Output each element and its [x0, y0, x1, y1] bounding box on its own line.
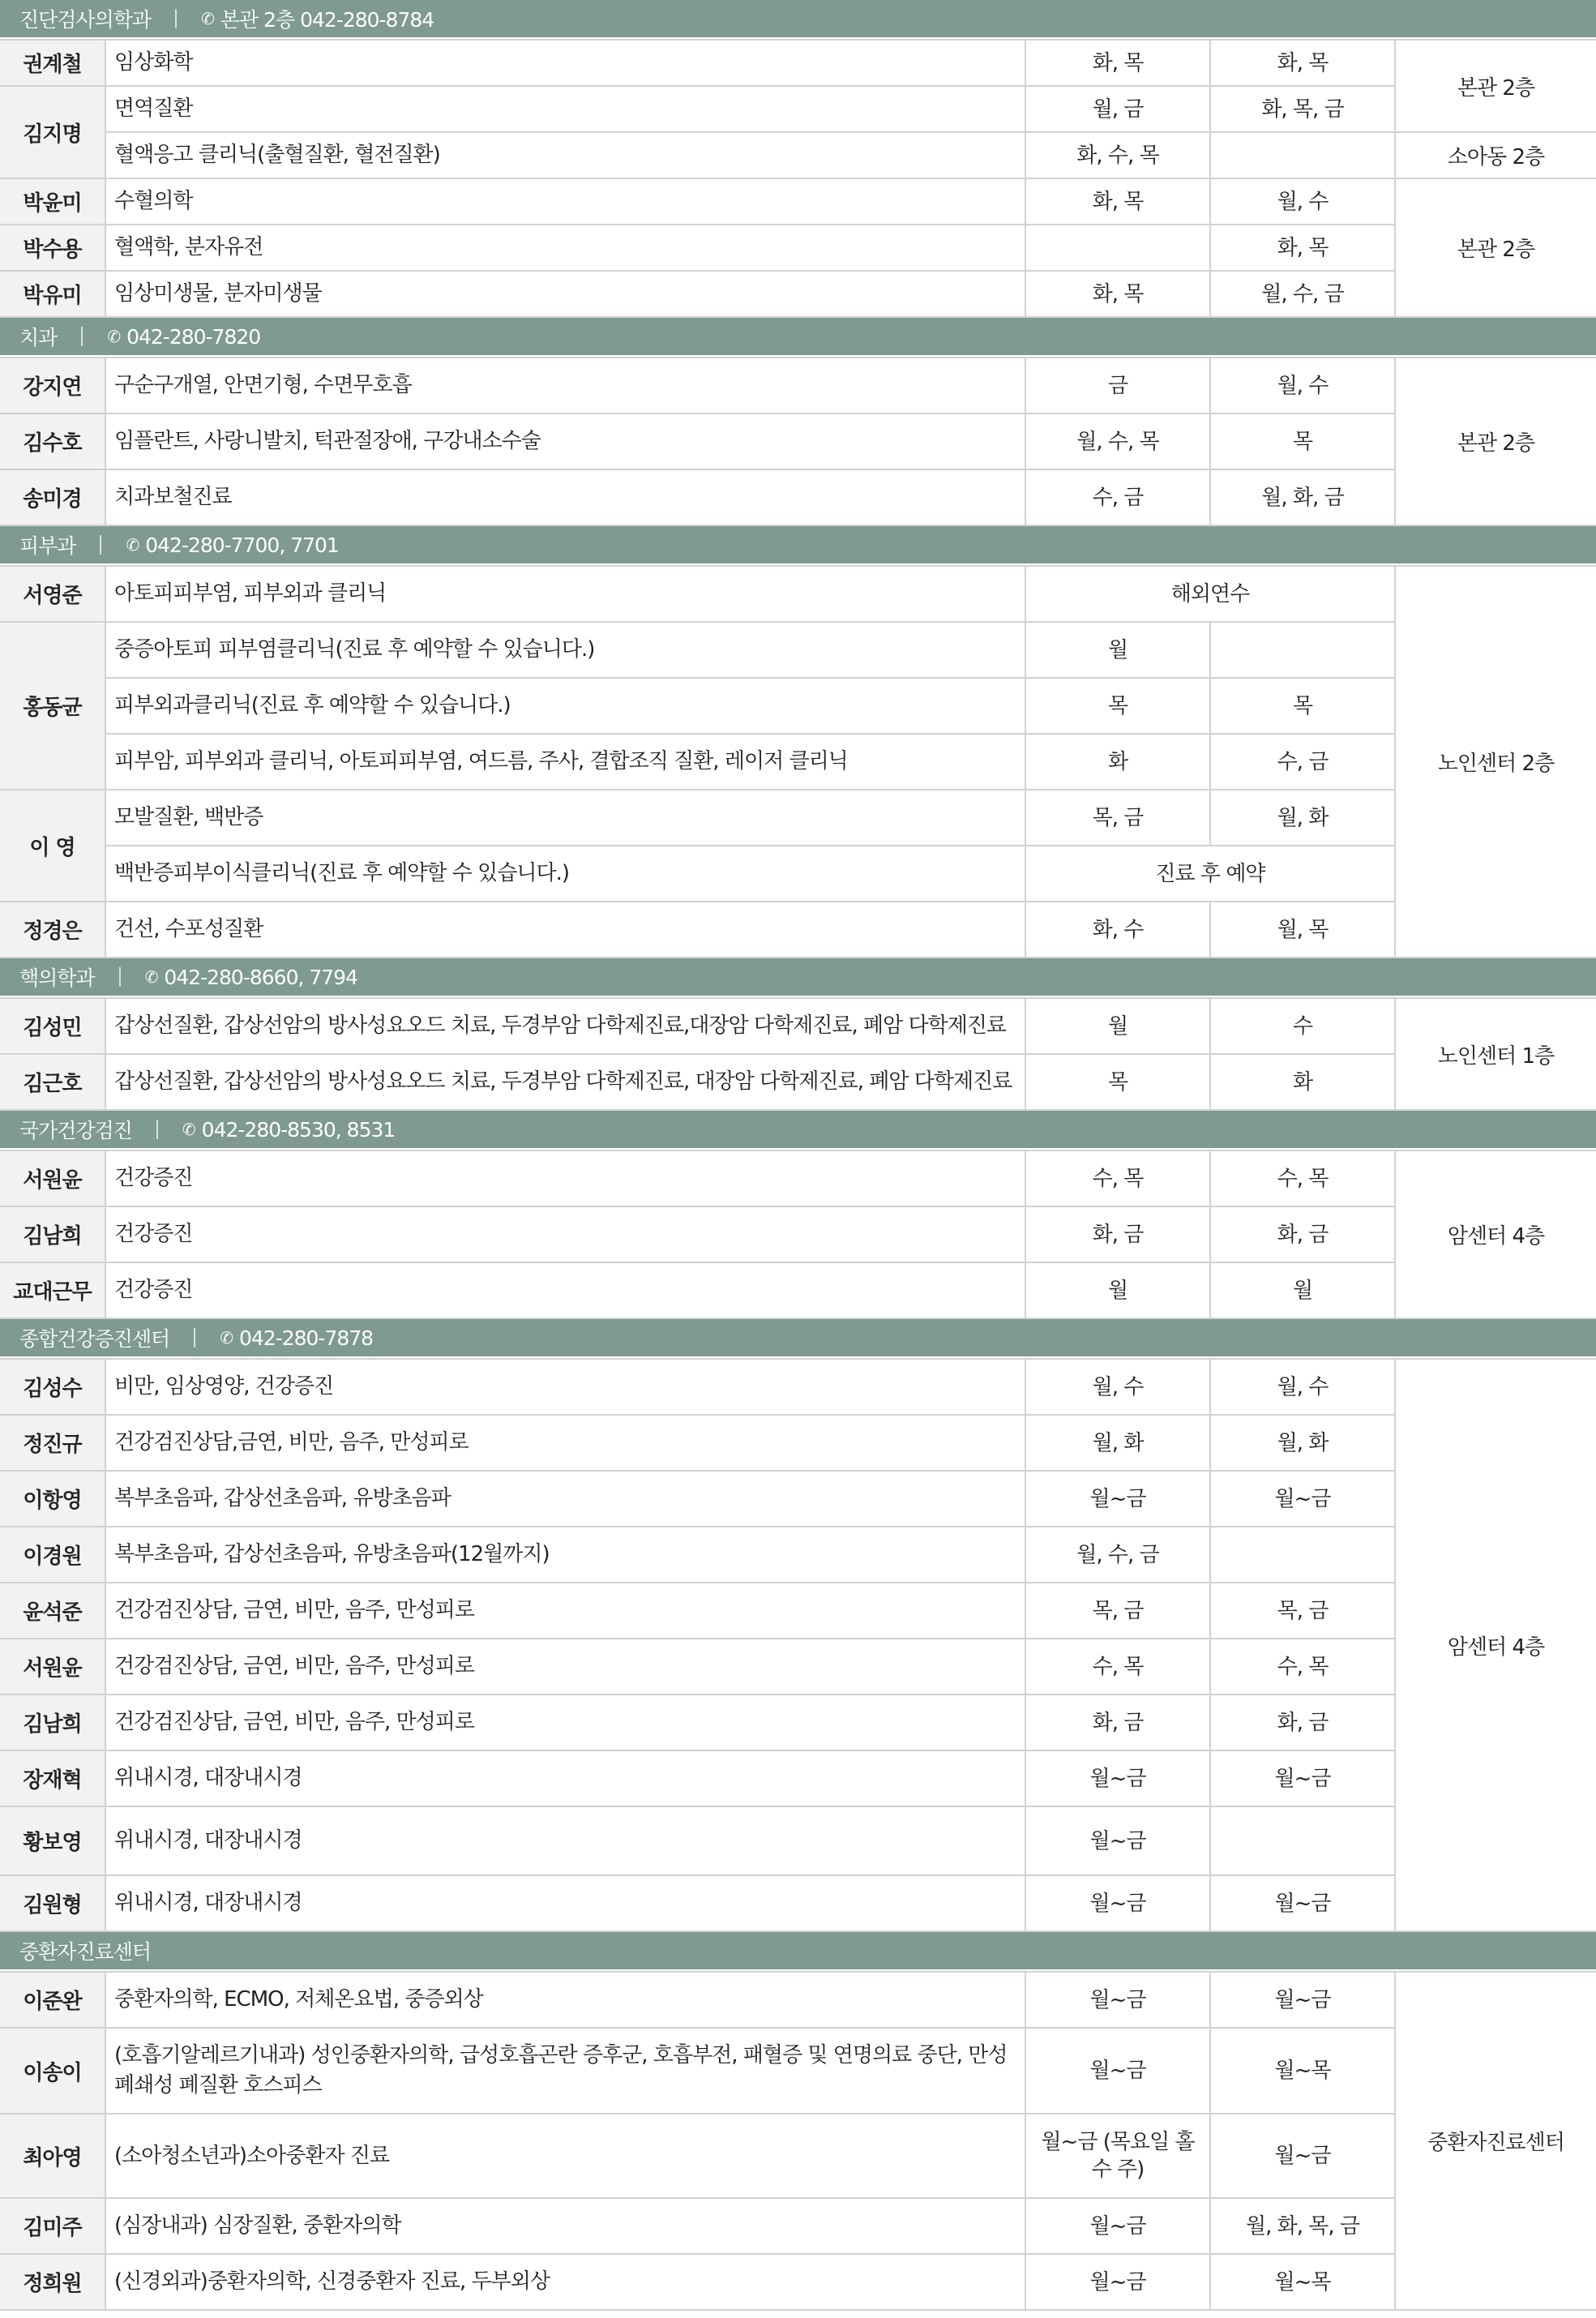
schedule-morning: 화, 수, 목: [1025, 132, 1210, 178]
schedule-morning: 월, 금: [1025, 86, 1210, 132]
schedule-morning: 금: [1025, 358, 1210, 413]
table-row: [0, 790, 1596, 846]
specialty: 임상화학: [105, 40, 1025, 86]
doctor-name: 김수호: [0, 413, 105, 469]
specialty: (소아청소년과)소아중환자 진료: [105, 2114, 1025, 2198]
schedule-afternoon: 월~금: [1210, 1875, 1395, 1931]
schedule-morning: 수, 금: [1025, 469, 1210, 525]
specialty: 건선, 수포성질환: [105, 902, 1025, 958]
schedule-morning: 월, 수, 목: [1025, 413, 1210, 469]
schedule-afternoon: 월, 화, 목, 금: [1210, 2198, 1395, 2254]
schedule-afternoon: 월, 수, 금: [1210, 271, 1395, 317]
doctor-name: 서원윤: [0, 1639, 105, 1695]
schedule-afternoon: 월, 화: [1210, 790, 1395, 846]
table-row: [0, 1972, 1596, 2028]
table-row: [0, 1206, 1596, 1262]
phone-icon: ✆: [144, 967, 158, 987]
schedule-afternoon: 월~금: [1210, 2114, 1395, 2198]
specialty: 건강증진: [105, 1206, 1025, 1262]
phone-icon: ✆: [220, 1328, 233, 1348]
doctor-name: 정희원: [0, 2254, 105, 2310]
doctor-name: 김남희: [0, 1695, 105, 1750]
doctor-name: 송미경: [0, 469, 105, 525]
specialty: 갑상선질환, 갑상선암의 방사성요오드 치료, 두경부암 다학제진료, 대장암 다학제진료, 폐암 다학제진료: [105, 1054, 1025, 1110]
doctor-name: 김성수: [0, 1359, 105, 1415]
doctor-name: 이준완: [0, 1972, 105, 2028]
specialty: 치과보철진료: [105, 469, 1025, 525]
schedule-morning: 월, 수: [1025, 1359, 1210, 1415]
schedule-morning: 목, 금: [1025, 790, 1210, 846]
specialty: 갑상선질환, 갑상선암의 방사성요오드 치료, 두경부암 다학제진료,대장암 다학제진료, 폐암 다학제진료: [105, 998, 1025, 1054]
clinic-location: 노인센터 2층: [1395, 566, 1596, 958]
specialty: 복부초음파, 갑상선초음파, 유방초음파: [105, 1471, 1025, 1527]
doctor-table: [0, 39, 1596, 318]
table-row: [0, 734, 1596, 790]
schedule-afternoon: 수: [1210, 998, 1395, 1054]
specialty: 건강검진상담, 금연, 비만, 음주, 만성피로: [105, 1639, 1025, 1695]
schedule-morning: 월~금: [1025, 1806, 1210, 1875]
phone-icon: ✆: [182, 1120, 195, 1139]
doctor-name: 서원윤: [0, 1150, 105, 1206]
header-divider: [100, 535, 101, 555]
schedule-afternoon: 월, 화, 금: [1210, 469, 1395, 525]
table-row: [0, 1415, 1596, 1471]
doctor-name: 서영준: [0, 566, 105, 622]
clinic-location: 중환자진료센터: [1395, 1972, 1596, 2310]
department-name: 피부과: [19, 534, 76, 558]
table-row: [0, 469, 1596, 525]
schedule-morning: 화: [1025, 734, 1210, 790]
schedule-afternoon: 화, 목: [1210, 225, 1395, 271]
clinic-location: 소아동 2층: [1395, 132, 1596, 178]
doctor-name: 김지명: [0, 86, 105, 178]
schedule-afternoon: [1210, 132, 1395, 178]
table-row: [0, 358, 1596, 413]
department-header: [0, 1319, 1596, 1358]
schedule-morning: 화, 수: [1025, 902, 1210, 958]
specialty: 임상미생물, 분자미생물: [105, 271, 1025, 317]
table-row: [0, 1583, 1596, 1639]
doctor-name: 박유미: [0, 271, 105, 317]
specialty: 위내시경, 대장내시경: [105, 1750, 1025, 1806]
schedule-afternoon: 화, 목: [1210, 40, 1395, 86]
schedule-morning: 월: [1025, 622, 1210, 678]
schedule-afternoon: 월~금: [1210, 1972, 1395, 2028]
specialty: (신경외과)중환자의학, 신경중환자 진료, 두부외상: [105, 2254, 1025, 2310]
schedule-morning: 월, 화: [1025, 1415, 1210, 1471]
schedule-morning: 화, 목: [1025, 40, 1210, 86]
table-row: [0, 1262, 1596, 1318]
specialty: 건강검진상담, 금연, 비만, 음주, 만성피로: [105, 1583, 1025, 1639]
doctor-name: 정경은: [0, 902, 105, 958]
department-contact: 042-280-7820: [126, 324, 261, 349]
schedule-morning: 월~금: [1025, 2028, 1210, 2114]
specialty: 혈액응고 클리닉(출혈질환, 혈전질환): [105, 132, 1025, 178]
schedule-afternoon: [1210, 1527, 1395, 1583]
doctor-name: 이송이: [0, 2028, 105, 2114]
doctor-name: 황보영: [0, 1806, 105, 1875]
department-name: 치과: [19, 326, 58, 349]
department-name: 중환자진료센터: [19, 1940, 152, 1964]
schedule-afternoon: 화, 금: [1210, 1206, 1395, 1262]
specialty: 아토피피부염, 피부외과 클리닉: [105, 566, 1025, 622]
department-name: 국가건강검진: [19, 1119, 132, 1142]
department-name: 종합건강증진센터: [19, 1327, 170, 1351]
specialty: 혈액학, 분자유전: [105, 225, 1025, 271]
header-divider: [194, 1328, 195, 1348]
clinic-location: 암센터 4층: [1395, 1359, 1596, 1931]
schedule-morning: 월~금 (목요일 홀수 주): [1025, 2114, 1210, 2198]
schedule-morning: 화, 목: [1025, 271, 1210, 317]
phone-icon: ✆: [201, 9, 214, 28]
schedule-morning: 월~금: [1025, 2254, 1210, 2310]
table-row: [0, 1750, 1596, 1806]
table-row: [0, 1806, 1596, 1875]
table-row: [0, 998, 1596, 1054]
schedule-morning: 월~금: [1025, 1972, 1210, 2028]
phone-icon: ✆: [107, 327, 121, 346]
clinic-location: 본관 2층: [1395, 358, 1596, 525]
table-row: [0, 1527, 1596, 1583]
doctor-name: 이항영: [0, 1471, 105, 1527]
doctor-table: [0, 1358, 1596, 1932]
doctor-table: [0, 1150, 1596, 1319]
schedule-afternoon: 월, 수: [1210, 178, 1395, 225]
schedule-morning: 월~금: [1025, 2198, 1210, 2254]
schedule-morning: 수, 목: [1025, 1150, 1210, 1206]
clinic-location: 암센터 4층: [1395, 1150, 1596, 1318]
table-row: [0, 2028, 1596, 2114]
schedule-afternoon: 화, 금: [1210, 1695, 1395, 1750]
specialty: 피부외과클리닉(진료 후 예약할 수 있습니다.): [105, 678, 1025, 734]
doctor-name: 교대근무: [0, 1262, 105, 1318]
specialty: 중증아토피 피부염클리닉(진료 후 예약할 수 있습니다.): [105, 622, 1025, 678]
department-header: [0, 318, 1596, 357]
schedule-afternoon: 월~목: [1210, 2028, 1395, 2114]
doctor-name: 김남희: [0, 1206, 105, 1262]
doctor-name: 이 영: [0, 790, 105, 902]
clinic-location: 본관 2층: [1395, 178, 1596, 317]
schedule-morning: 월: [1025, 1262, 1210, 1318]
schedule-note: 진료 후 예약: [1025, 846, 1395, 902]
schedule-morning: 화, 금: [1025, 1695, 1210, 1750]
schedule-morning: [1025, 225, 1210, 271]
table-row: [0, 271, 1596, 317]
doctor-name: 박윤미: [0, 178, 105, 225]
table-row: [0, 86, 1596, 132]
phone-icon: ✆: [126, 535, 139, 555]
table-row: [0, 1054, 1596, 1110]
schedule-morning: 월~금: [1025, 1471, 1210, 1527]
specialty: 피부암, 피부외과 클리닉, 아토피피부염, 여드름, 주사, 결합조직 질환, 레이저 클리닉: [105, 734, 1025, 790]
schedule-afternoon: 월~목: [1210, 2254, 1395, 2310]
specialty: 백반증피부이식클리닉(진료 후 예약할 수 있습니다.): [105, 846, 1025, 902]
schedule-afternoon: [1210, 1806, 1395, 1875]
table-row: [0, 2254, 1596, 2310]
schedule-afternoon: 월~금: [1210, 1471, 1395, 1527]
header-divider: [119, 967, 121, 987]
doctor-name: 장재혁: [0, 1750, 105, 1806]
doctor-name: 김근호: [0, 1054, 105, 1110]
schedule-afternoon: 월, 수: [1210, 1359, 1395, 1415]
doctor-name: 최아영: [0, 2114, 105, 2198]
clinic-location: 노인센터 1층: [1395, 998, 1596, 1110]
schedule-afternoon: 월, 수: [1210, 358, 1395, 413]
doctor-name: 박수용: [0, 225, 105, 271]
table-row: [0, 225, 1596, 271]
table-row: [0, 622, 1596, 678]
schedule-afternoon: 수, 목: [1210, 1639, 1395, 1695]
specialty: 비만, 임상영양, 건강증진: [105, 1359, 1025, 1415]
schedule-afternoon: 목: [1210, 678, 1395, 734]
schedule-morning: 수, 목: [1025, 1639, 1210, 1695]
specialty: 중환자의학, ECMO, 저체온요법, 중증외상: [105, 1972, 1025, 2028]
department-contact: 본관 2층 042-280-8784: [220, 8, 434, 32]
schedule-afternoon: 월~금: [1210, 1750, 1395, 1806]
specialty: 위내시경, 대장내시경: [105, 1875, 1025, 1931]
header-divider: [81, 327, 83, 346]
schedule-morning: 월: [1025, 998, 1210, 1054]
specialty: 건강증진: [105, 1150, 1025, 1206]
table-row: [0, 566, 1596, 622]
department-name: 핵의학과: [19, 966, 95, 990]
table-row: [0, 1471, 1596, 1527]
table-row: [0, 1359, 1596, 1415]
department-header: [0, 1932, 1596, 1971]
specialty: 구순구개열, 안면기형, 수면무호흡: [105, 358, 1025, 413]
schedule-morning: 월, 수, 금: [1025, 1527, 1210, 1583]
doctor-name: 홍동균: [0, 622, 105, 790]
table-row: [0, 1639, 1596, 1695]
specialty: 복부초음파, 갑상선초음파, 유방초음파(12월까지): [105, 1527, 1025, 1583]
doctor-table: [0, 357, 1596, 526]
doctor-name: 윤석준: [0, 1583, 105, 1639]
department-header: [0, 1111, 1596, 1150]
table-row: [0, 1695, 1596, 1750]
schedule-morning: 월~금: [1025, 1750, 1210, 1806]
table-row: [0, 413, 1596, 469]
table-row: [0, 1150, 1596, 1206]
table-row: [0, 2198, 1596, 2254]
header-divider: [156, 1120, 158, 1139]
department-contact: 042-280-8530, 8531: [201, 1117, 396, 1142]
specialty: (호흡기알레르기내과) 성인중환자의학, 급성호흡곤란 증후군, 호흡부전, 패혈증 및 연명의료 중단, 만성 폐쇄성 폐질환 호스피스: [105, 2028, 1025, 2114]
specialty: 임플란트, 사랑니발치, 턱관절장애, 구강내소수술: [105, 413, 1025, 469]
header-divider: [175, 9, 177, 28]
table-row: [0, 40, 1596, 86]
schedule-afternoon: 목, 금: [1210, 1583, 1395, 1639]
department-name: 진단검사의학과: [19, 8, 152, 32]
department-contact: 042-280-7878: [238, 1326, 374, 1350]
table-row: [0, 678, 1596, 734]
schedule-morning: 월~금: [1025, 1875, 1210, 1931]
specialty: 건강검진상담,금연, 비만, 음주, 만성피로: [105, 1415, 1025, 1471]
schedule-morning: 목, 금: [1025, 1583, 1210, 1639]
schedule-morning: 화, 금: [1025, 1206, 1210, 1262]
doctor-table: [0, 997, 1596, 1111]
department-header: [0, 526, 1596, 565]
table-row: [0, 902, 1596, 958]
schedule-afternoon: 수, 금: [1210, 734, 1395, 790]
clinic-location: 본관 2층: [1395, 40, 1596, 132]
specialty: 수혈의학: [105, 178, 1025, 225]
doctor-name: 이경원: [0, 1527, 105, 1583]
department-contact: 042-280-7700, 7701: [145, 533, 339, 557]
doctor-name: 김원형: [0, 1875, 105, 1931]
schedule-morning: 목: [1025, 1054, 1210, 1110]
schedule-afternoon: 월, 화: [1210, 1415, 1395, 1471]
schedule-afternoon: 월: [1210, 1262, 1395, 1318]
schedule-afternoon: 수, 목: [1210, 1150, 1395, 1206]
schedule-note: 해외연수: [1025, 566, 1395, 622]
table-row: [0, 846, 1596, 902]
schedule-afternoon: 목: [1210, 413, 1395, 469]
schedule-morning: 목: [1025, 678, 1210, 734]
specialty: 건강증진: [105, 1262, 1025, 1318]
department-contact: 042-280-8660, 7794: [164, 965, 357, 989]
schedule-afternoon: 월, 목: [1210, 902, 1395, 958]
department-header: [0, 958, 1596, 997]
table-row: [0, 1875, 1596, 1931]
schedule-afternoon: [1210, 622, 1395, 678]
specialty: 면역질환: [105, 86, 1025, 132]
doctor-table: [0, 1971, 1596, 2311]
doctor-name: 김성민: [0, 998, 105, 1054]
table-row: [0, 2114, 1596, 2198]
specialty: (심장내과) 심장질환, 중환자의학: [105, 2198, 1025, 2254]
doctor-name: 김미주: [0, 2198, 105, 2254]
doctor-name: 정진규: [0, 1415, 105, 1471]
doctor-name: 권계철: [0, 40, 105, 86]
table-row: [0, 132, 1596, 178]
specialty: 건강검진상담, 금연, 비만, 음주, 만성피로: [105, 1695, 1025, 1750]
schedule-morning: 화, 목: [1025, 178, 1210, 225]
department-header: [0, 0, 1596, 39]
doctor-name: 강지연: [0, 358, 105, 413]
table-row: [0, 178, 1596, 225]
specialty: 모발질환, 백반증: [105, 790, 1025, 846]
schedule-afternoon: 화: [1210, 1054, 1395, 1110]
doctor-table: [0, 565, 1596, 958]
schedule-afternoon: 화, 목, 금: [1210, 86, 1395, 132]
specialty: 위내시경, 대장내시경: [105, 1806, 1025, 1875]
